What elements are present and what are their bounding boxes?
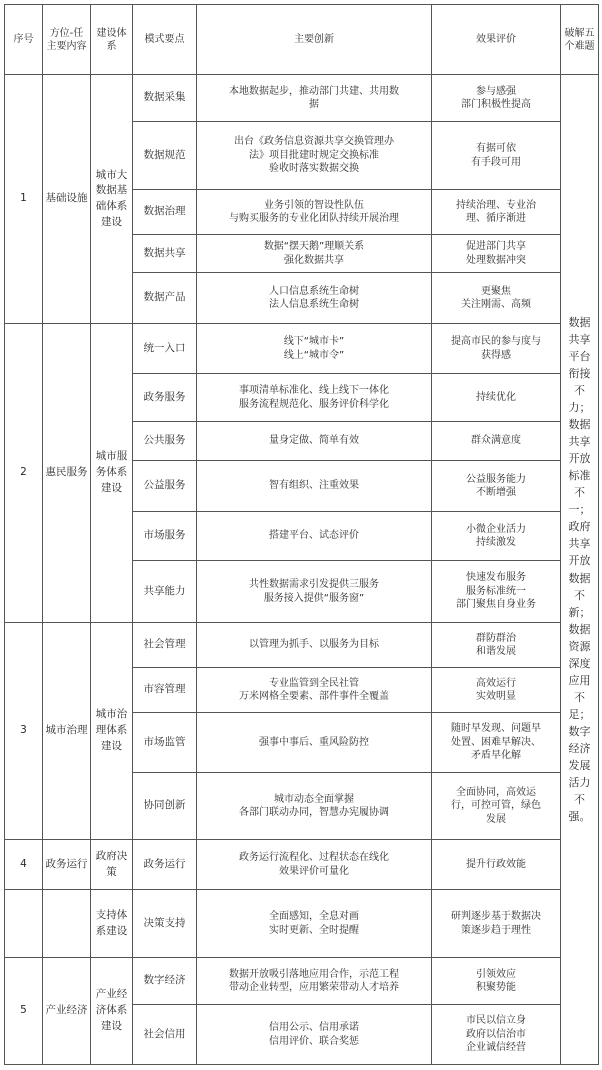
evaluation-line: 持续优化 [476,391,516,403]
innovation-cell [197,1005,432,1065]
innovation-line: 共性数据需求引发提供三服务 [249,579,379,590]
innovation-cell [197,512,432,561]
evaluation-line: 策逐步趋于理性 [461,924,531,936]
innovation-line: 本地数据起步，推动部门共建、共用数 [229,85,399,97]
evaluation-cell [432,374,561,422]
evaluation-line: 小微企业活力 [466,523,526,535]
evaluation-line: 发展 [486,813,506,825]
innovation-cell [197,122,432,190]
innovation-line: 政务运行流程化、过程状态在线化 [239,852,389,863]
table-row [5,840,599,890]
group-seq: 2 [5,324,43,623]
innovation-cell [197,324,432,374]
evaluation-cell [432,235,561,273]
model-element: 社会信用 [133,1005,197,1065]
innovation-line: 法》项目批建时规定交换标准 [249,149,379,161]
evaluation-line: 群防群治 [476,632,516,644]
evaluation-line: 理、循序渐进 [466,213,526,224]
innovation-cell [197,958,432,1005]
innovation-line: 各部门联动办同，智慧办宪履协调 [239,807,389,818]
group-seq: 1 [5,75,43,324]
evaluation-line: 处理数据冲突 [466,254,526,266]
model-element: 数据采集 [133,75,197,122]
innovation-line: 效果评价可量化 [279,865,349,877]
evaluation-line: 有手段可用 [471,156,521,168]
evaluation-line: 引领效应 [476,968,516,980]
header-system: 建设体系 [91,5,133,75]
innovation-line: 智有组织、注重效果 [269,480,359,492]
innovation-line: 万米网格全要素、部件事件全覆盖 [239,691,389,702]
model-element: 统一入口 [133,324,197,374]
innovation-line: 与购买服务的专业化团队持续开展治理 [229,213,399,224]
innovation-cell [197,461,432,512]
innovation-line: 带动企业转型，应用繁荣带动人才培养 [229,982,399,993]
innovation-line: 量身定做、简单有效 [269,435,359,447]
evaluation-cell [432,461,561,512]
innovation-cell [197,561,432,623]
innovation-line: 出台《政务信息资源共享交换管理办 [234,136,394,148]
evaluation-line: 获得感 [481,349,511,361]
breakthrough-problems: 数据共享平台衔接不力；数据共享开放标准不一；政府共享开放数据不新；数据资源深度应用不足；数字经济发展活力不强。 [561,75,599,1065]
group-field: 基础设施 [43,75,91,324]
evaluation-line: 持续治理、专业治 [456,199,536,211]
evaluation-cell [432,623,561,668]
evaluation-cell [432,958,561,1005]
innovation-line: 人口信息系统生命树 [269,285,359,297]
header-field: 方位-任主要内容 [43,5,91,75]
evaluation-line: 全面协同，高效运 [456,786,536,798]
table-row [5,958,599,1005]
innovation-line: 实时更新、全时提醒 [269,924,359,936]
innovation-line: 事项清单标准化、线上线下一体化 [239,385,389,396]
evaluation-line: 研判逐步基于数据决 [451,911,541,922]
innovation-cell [197,422,432,461]
evaluation-line: 关注刚需、高频 [461,299,531,310]
model-element: 市场监管 [133,713,197,773]
innovation-line: 数据“摆天鹅”理顺关系 [263,241,365,252]
model-element: 公共服务 [133,422,197,461]
model-element: 数据规范 [133,122,197,190]
evaluation-line: 积聚势能 [476,982,516,993]
model-summary-table [4,4,599,1065]
evaluation-cell [432,190,561,235]
evaluation-cell [432,512,561,561]
evaluation-line: 企业诚信经营 [466,1042,526,1054]
innovation-line: 业务引领的智设性队伍 [264,199,364,211]
model-element: 市场服务 [133,512,197,561]
evaluation-line: 参与感强 [476,85,516,97]
evaluation-line: 政府以信治市 [466,1028,526,1040]
evaluation-cell [432,668,561,713]
group-field: 产业经济 [43,958,91,1065]
table-row [5,75,599,122]
group-field [43,890,91,958]
group-system: 城市治理体系建设 [91,623,133,840]
innovation-line: 线下“城市卡” [283,336,345,347]
innovation-line: 信用公示、信用承诺 [269,1022,359,1033]
innovation-line: 线上“城市令” [283,349,345,361]
innovation-cell [197,75,432,122]
evaluation-line: 市民以信立身 [466,1015,526,1027]
header-evaluation: 效果评价 [432,5,561,75]
evaluation-cell [432,422,561,461]
innovation-cell [197,773,432,840]
header-innovation: 主要创新 [197,5,432,75]
evaluation-cell [432,713,561,773]
innovation-cell [197,840,432,890]
evaluation-cell [432,773,561,840]
innovation-line: 强事中事后、重风险防控 [259,736,369,748]
innovation-cell [197,713,432,773]
group-system: 产业经济体系建设 [91,958,133,1065]
innovation-line: 强化数据共享 [284,254,344,266]
evaluation-line: 不断增强 [476,487,516,498]
evaluation-cell [432,840,561,890]
evaluation-line: 持续激发 [476,537,516,548]
evaluation-line: 部门聚焦自身业务 [456,599,536,611]
model-element: 公益服务 [133,461,197,512]
model-element: 政务服务 [133,374,197,422]
innovation-line: 验收时落实数据交换 [269,163,359,175]
header-row [5,5,599,75]
model-element: 数据共享 [133,235,197,273]
innovation-cell [197,374,432,422]
evaluation-line: 促进部门共享 [466,241,526,252]
evaluation-line: 部门积极性提高 [461,99,531,110]
evaluation-line: 处置、困难早解决、 [451,736,541,748]
evaluation-cell [432,1005,561,1065]
group-system: 政府决策 [91,840,133,890]
model-element: 数字经济 [133,958,197,1005]
evaluation-line: 群众满意度 [471,435,521,447]
innovation-cell [197,668,432,713]
innovation-cell [197,623,432,668]
evaluation-line: 提高市民的参与度与 [451,336,541,347]
group-field: 政务运行 [43,840,91,890]
model-element: 数据产品 [133,273,197,324]
evaluation-line: 行，可控可管，绿色 [451,800,541,812]
evaluation-cell [432,890,561,958]
evaluation-cell [432,273,561,324]
header-elements: 模式要点 [133,5,197,75]
innovation-line: 数据开放吸引落地应用合作，示范工程 [229,968,399,980]
group-field: 城市治理 [43,623,91,840]
model-element: 共享能力 [133,561,197,623]
table-row [5,623,599,668]
evaluation-cell [432,561,561,623]
group-system: 支持体系建设 [91,890,133,958]
innovation-line: 服务接入提供“服务窗” [263,592,365,604]
evaluation-line: 实效明显 [476,691,516,702]
innovation-line: 据 [309,99,319,110]
group-system: 城市大数据基础体系建设 [91,75,133,324]
group-seq [5,890,43,958]
model-element: 政务运行 [133,840,197,890]
innovation-line: 以管理为抓手、以服务为目标 [249,639,379,651]
evaluation-line: 有据可依 [476,143,516,154]
innovation-cell [197,190,432,235]
evaluation-line: 公益服务能力 [466,473,526,485]
evaluation-line: 服务标准统一 [466,585,526,597]
innovation-line: 服务流程规范化、服务评价科学化 [239,398,389,410]
group-system: 城市服务体系建设 [91,324,133,623]
group-field: 惠民服务 [43,324,91,623]
innovation-line: 信用评价、联合奖惩 [269,1035,359,1047]
innovation-line: 搭建平台、试态评价 [269,530,359,542]
evaluation-cell [432,75,561,122]
header-seq: 序号 [5,5,43,75]
evaluation-line: 提升行政效能 [466,858,526,870]
innovation-line: 专业监管到全民社管 [269,677,359,689]
innovation-line: 全面感知，全息对画 [269,911,359,922]
model-element: 社会管理 [133,623,197,668]
model-element: 协同创新 [133,773,197,840]
evaluation-cell [432,122,561,190]
group-seq: 5 [5,958,43,1065]
group-seq: 3 [5,623,43,840]
innovation-cell [197,235,432,273]
evaluation-line: 和谐发展 [476,646,516,657]
model-element: 决策支持 [133,890,197,958]
evaluation-line: 更聚焦 [481,285,511,297]
innovation-cell [197,890,432,958]
evaluation-cell [432,324,561,374]
evaluation-line: 矛盾早化解 [471,750,521,762]
innovation-cell [197,273,432,324]
group-seq: 4 [5,840,43,890]
innovation-line: 法人信息系统生命树 [269,299,359,310]
table-row [5,890,599,958]
evaluation-line: 高效运行 [476,677,516,689]
evaluation-line: 快速发布服务 [466,572,526,584]
model-element: 数据治理 [133,190,197,235]
table-row [5,324,599,374]
innovation-line: 城市动态全面掌握 [274,793,354,805]
model-element: 市容管理 [133,668,197,713]
header-breakthrough: 破解五个难题 [561,5,599,75]
evaluation-line: 随时早发现、问题早 [451,723,541,735]
